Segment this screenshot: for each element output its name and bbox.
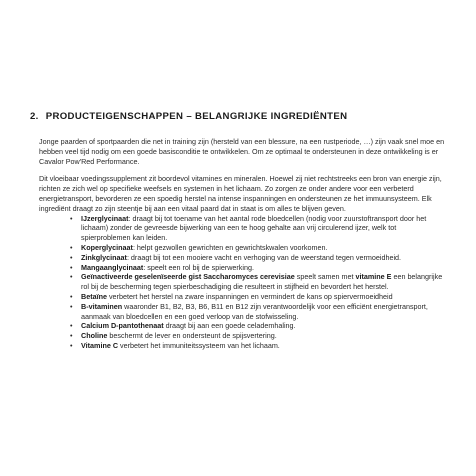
ingredient-list xyxy=(39,214,445,351)
ingredient-name: Geïnactiveerde geselenïseerde gist Saccharomyces cerevisiae xyxy=(81,272,295,282)
ingredient-description: speelt samen met xyxy=(294,272,356,282)
ingredient-item-choline xyxy=(70,331,445,341)
ingredient-item-b-vitaminen xyxy=(70,301,445,322)
ingredient-description: : helpt gezwollen gewrichten en gewrichtskwalen voorkomen. xyxy=(132,242,328,252)
ingredient-name: IJzerglycinaat xyxy=(81,213,129,223)
ingredient-item-mangaanglycinaat xyxy=(70,262,445,273)
intro-paragraph: Jonge paarden of sportpaarden die net in training zijn (hersteld van een blessure, na een rustperiode, …) zijn vaak snel moe en hebben veel tijd nodig om een goede basisconditie te ontwikkelen. Om ze optimaal te ondersteunen in deze ontwikkeling is er Cavalor Pow'Red Performance. xyxy=(39,137,445,166)
ingredient-name: Calcium D-pantothenaat xyxy=(81,321,164,331)
ingredient-name: Koperglycinaat xyxy=(81,242,133,252)
ingredient-name: Betaïne xyxy=(81,291,107,301)
ingredient-description: draagt bij aan een goede celademhaling. xyxy=(163,321,296,331)
section-heading xyxy=(30,111,347,122)
section-title: PRODUCTEIGENSCHAPPEN – BELANGRIJKE INGREDIËNTEN xyxy=(45,111,348,122)
ingredient-item-gist xyxy=(70,272,445,292)
description-paragraph: Dit vloeibaar voedingssupplement zit boordevol vitamines en mineralen. Hoewel zij niet rechtstreeks een bron van energie zijn, richten ze zich wel op specifieke weefsels en systemen in het lichaam. Zo zorgen ze onder andere voor een verbeterd energietransport, bevorderen ze een spoedig herstel na intense inspanningen en ondersteunen ze het immuunsysteem. Elk ingrediënt draagt zo zijn steentje bij aan een vitaal paard dat in staat is om alles te blijven geven. xyxy=(39,174,442,213)
ingredient-item-betaine xyxy=(70,291,445,302)
ingredient-name: Mangaanglycinaat xyxy=(81,262,144,272)
bullet-icon: • xyxy=(70,262,73,272)
ingredient-name: Zinkglycinaat xyxy=(81,252,127,262)
ingredient-description: : draagt bij tot een mooiere vacht en verhoging van de weerstand tegen vermoeidheid. xyxy=(126,252,402,262)
bullet-icon: • xyxy=(70,340,73,350)
bullet-icon: • xyxy=(70,242,73,252)
ingredient-description: beschermt de lever en ondersteunt de spijsvertering. xyxy=(107,331,277,341)
ingredient-description: waaronder B1, B2, B3, B6, B11 en B12 zijn verantwoordelijk voor een efficiënt energietransport, aanmaak van bloedcellen en een goed verloop van de stofwisseling. xyxy=(81,301,428,321)
section-body xyxy=(39,137,445,351)
bullet-icon: • xyxy=(70,272,73,282)
ingredient-item-zinkglycinaat xyxy=(70,252,445,263)
ingredient-name: Vitamine C xyxy=(81,340,119,350)
bullet-icon: • xyxy=(70,321,73,331)
bullet-icon: • xyxy=(70,301,73,311)
ingredient-name: B-vitaminen xyxy=(81,301,123,311)
bullet-icon: • xyxy=(70,331,73,341)
ingredient-item-calcium xyxy=(70,321,445,331)
ingredient-item-koperglycinaat xyxy=(70,242,445,253)
ingredient-name-secondary: vitamine E xyxy=(355,272,392,282)
ingredient-description: verbetert het herstel na zware inspanningen en vermindert de kans op spiervermoeidheid xyxy=(106,291,393,301)
section-number: 2. xyxy=(30,111,39,122)
ingredient-name: Choline xyxy=(81,331,108,341)
ingredient-item-ijzerglycinaat xyxy=(70,213,445,243)
bullet-icon: • xyxy=(70,213,73,223)
ingredient-description: : speelt een rol bij de spierwerking. xyxy=(143,262,254,272)
ingredient-description: verbetert het immuniteitssysteem van het lichaam. xyxy=(118,340,280,350)
bullet-icon: • xyxy=(70,252,73,262)
ingredient-item-vitamine-c xyxy=(70,340,445,351)
bullet-icon: • xyxy=(70,291,73,301)
ingredient-description: : draagt bij tot toename van het aantal rode bloedcellen (nodig voor zuurstoftransport door het lichaam) zonder de gevreesde bijwerking van een te hoog gehalte aan vrij circulerend ijzer, welk tot spierproblemen kan leiden. xyxy=(81,213,427,243)
ingredient-description-secondary: een belangrijke rol bij de bescherming tegen spierbeschadiging die resulteert in stijfheid en bevordert het herstel. xyxy=(81,272,443,292)
